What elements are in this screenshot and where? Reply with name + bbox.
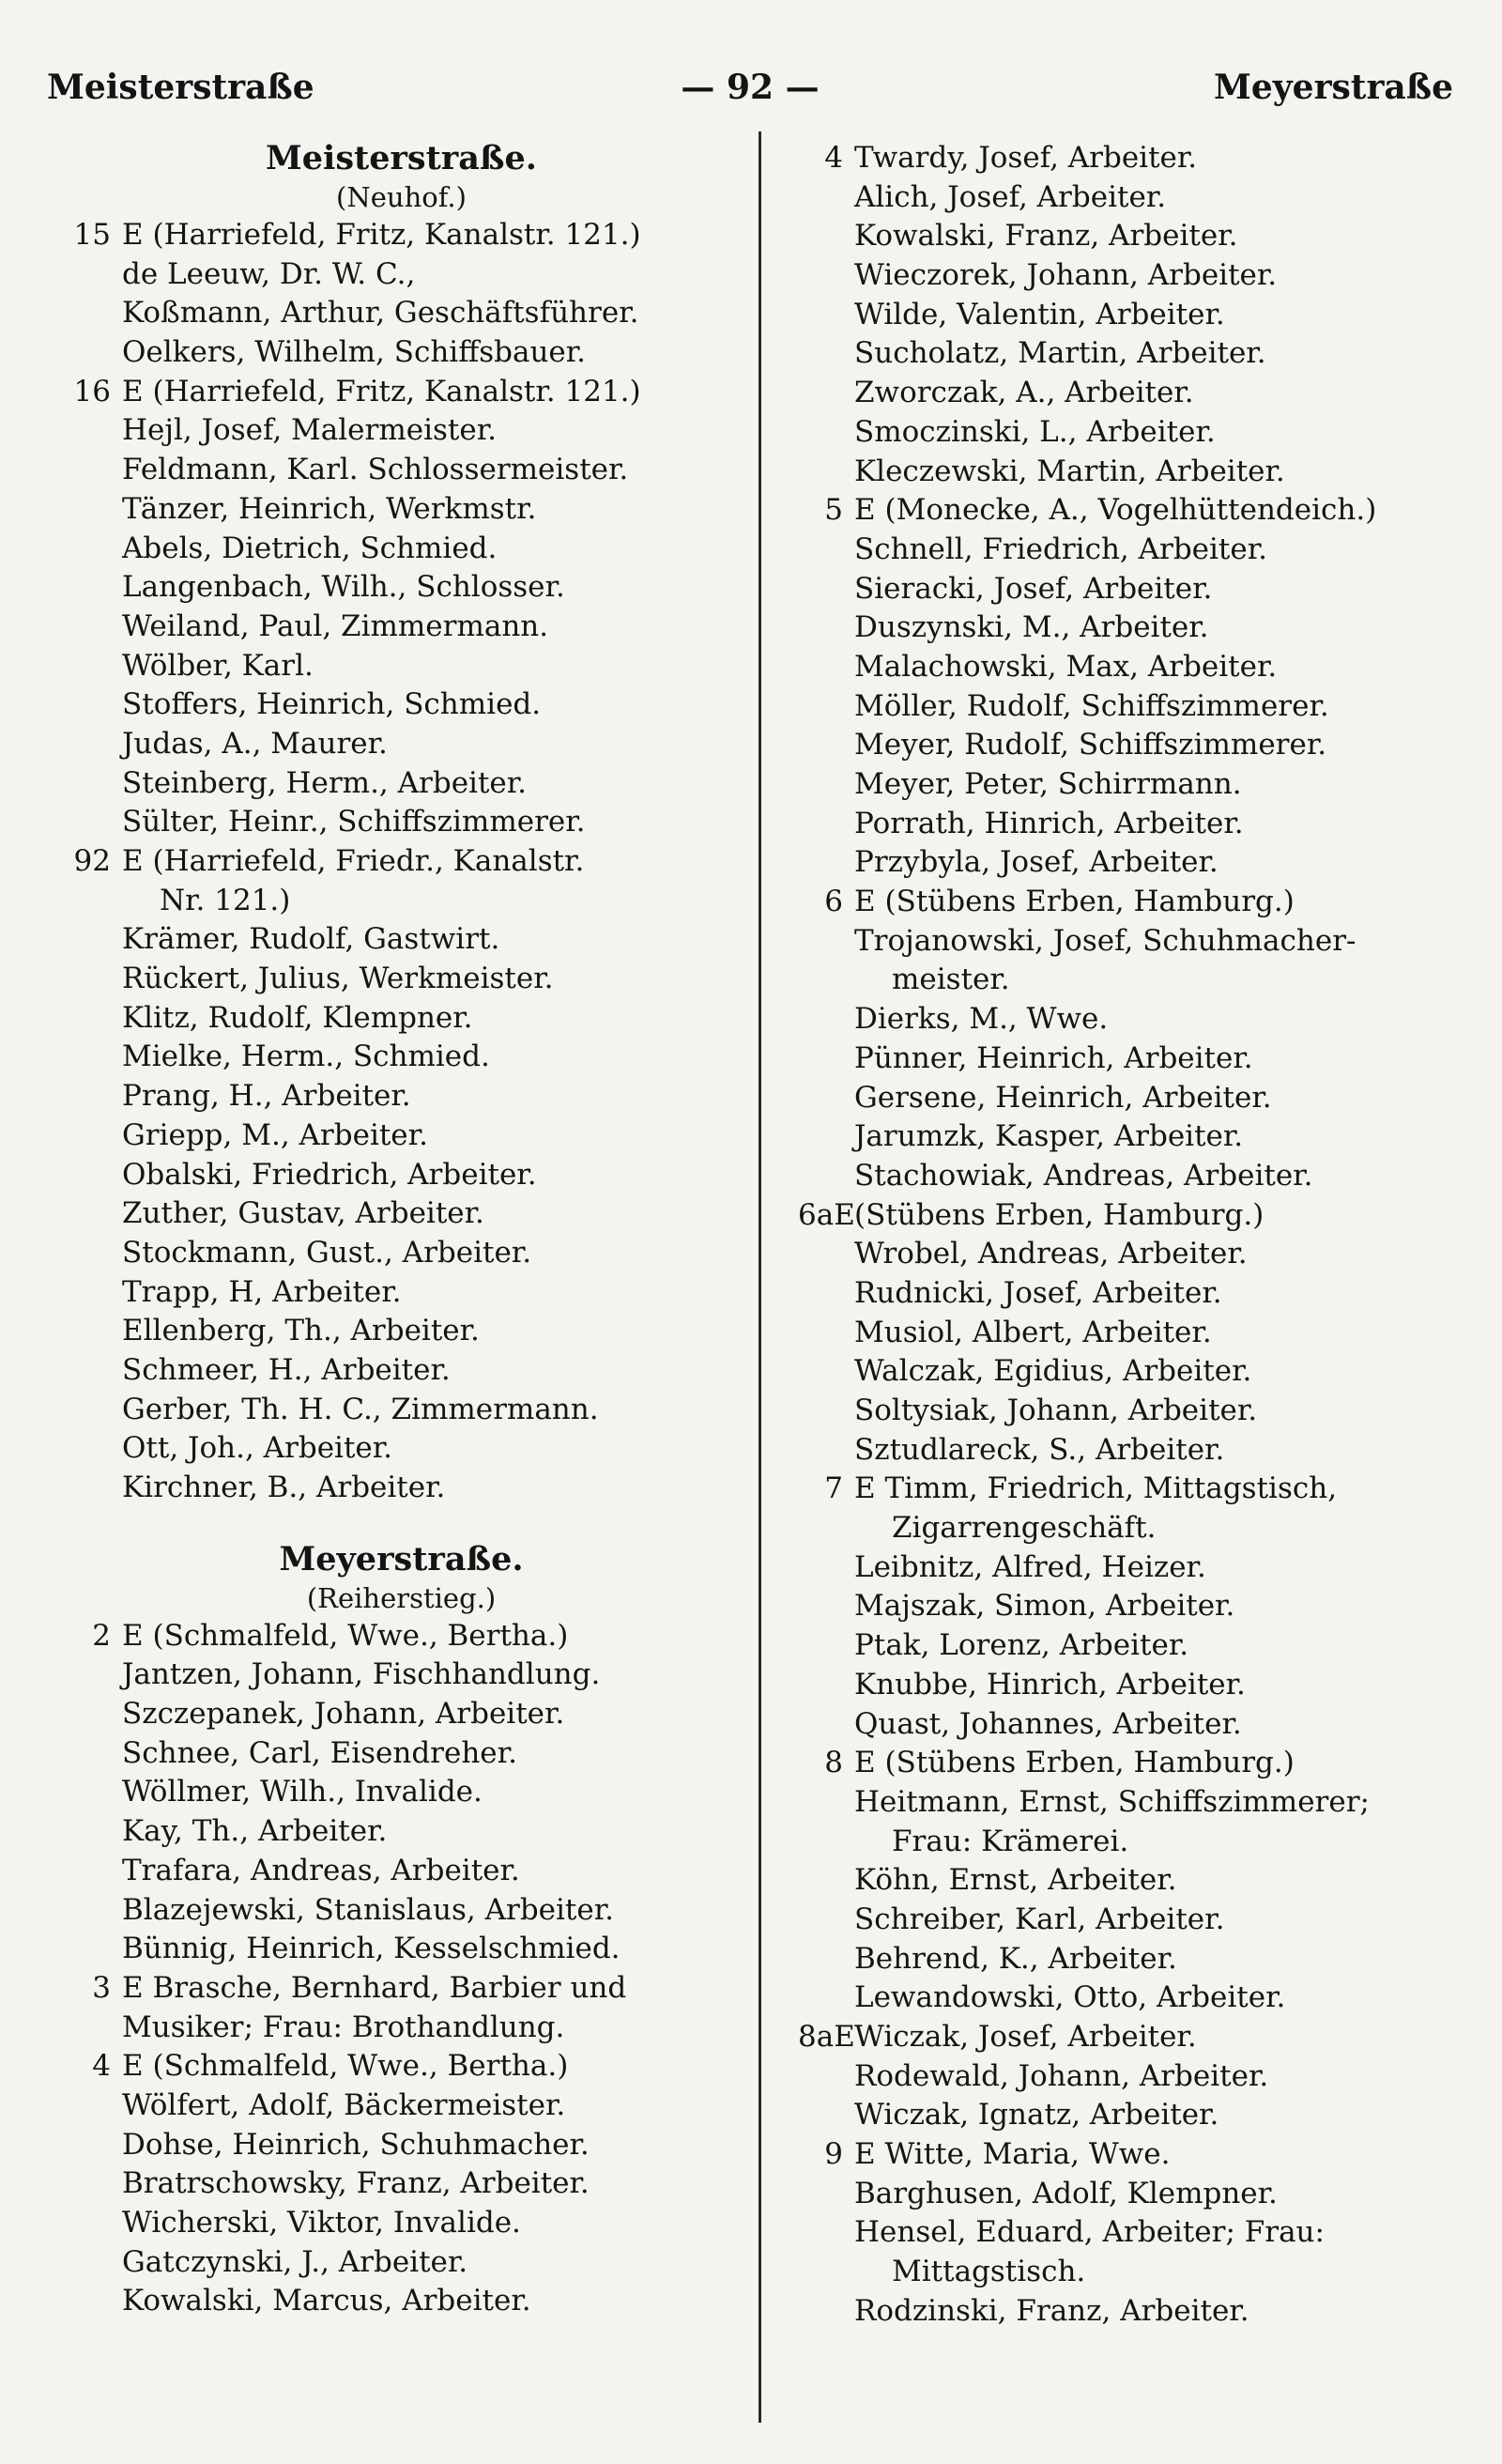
entry-line [798, 883, 1455, 922]
street-heading: Meisterstraße. [266, 139, 537, 177]
entry-text: Musiker; Frau: Brothandlung. [122, 2010, 565, 2044]
entry-line [798, 922, 1455, 962]
entry-text: Sucholatz, Martin, Arbeiter. [854, 336, 1266, 371]
entry-line [798, 1861, 1455, 1901]
house-number: 4 [824, 141, 843, 175]
entry-text: Ellenberg, Th., Arbeiter. [122, 1314, 480, 1348]
entry-line [798, 648, 1455, 687]
entry-text: Trapp, H, Arbeiter. [122, 1274, 402, 1309]
entry-line [798, 2018, 1455, 2057]
entry-text: Mielke, Herm., Schmied. [122, 1040, 490, 1074]
entry-line [798, 334, 1455, 374]
entry-text: Sieracki, Josef, Arbeiter. [854, 571, 1213, 606]
entry-text: Soltysiak, Johann, Arbeiter. [854, 1394, 1258, 1427]
entry-line [66, 2047, 737, 2087]
entry-text: E (Harriefeld, Fritz, Kanalstr. 121.) [122, 218, 641, 252]
house-number: 92 [73, 844, 111, 878]
entry-text: Wilde, Valentin, Arbeiter. [854, 297, 1225, 331]
entry-line [66, 1312, 737, 1351]
entry-line [798, 2135, 1455, 2175]
entry-text: E Witte, Maria, Wwe. [854, 2137, 1171, 2172]
entry-text: Dohse, Heinrich, Schuhmacher. [122, 2127, 590, 2162]
entry-text: Sülter, Heinr., Schiffszimmerer. [122, 805, 586, 839]
entry-text: Zigarrengeschäft. [892, 1511, 1157, 1546]
entry-line [66, 960, 737, 999]
house-number: 9 [824, 2137, 843, 2172]
entry-line [798, 1392, 1455, 1431]
entry-text: Schreiber, Karl, Arbeiter. [854, 1902, 1225, 1936]
entry-text: Hejl, Josef, Malermeister. [122, 413, 497, 448]
entry-line [798, 1705, 1455, 1745]
entry-text: Kowalski, Marcus, Arbeiter. [122, 2284, 531, 2318]
entry-line [798, 1157, 1455, 1196]
entry-line [66, 2126, 737, 2165]
entry-text: Zworczak, A., Arbeiter. [854, 376, 1194, 410]
entry-line [66, 1656, 737, 1695]
entry-line [66, 2204, 737, 2243]
entry-line [798, 1314, 1455, 1353]
entry-text: Judas, A., Maurer. [122, 726, 388, 761]
entry-line [66, 411, 737, 451]
house-number: 15 [73, 218, 111, 252]
entry-line [798, 1940, 1455, 1979]
entry-line [798, 1117, 1455, 1157]
entry-text: Musiol, Albert, Arbeiter. [854, 1315, 1212, 1349]
entry-text: Zuther, Gustav, Arbeiter. [122, 1196, 484, 1231]
entry-text: Pünner, Heinrich, Arbeiter. [854, 1040, 1253, 1075]
house-number: 6 [824, 885, 843, 919]
entry-line [66, 1773, 737, 1812]
house-number: 6aE [798, 1197, 855, 1232]
entry-text: Dierks, M., Wwe. [854, 1002, 1109, 1037]
district-label: (Reiherstieg.) [306, 1581, 497, 1614]
page-header [47, 68, 1453, 115]
entry-text: Schnell, Friedrich, Arbeiter. [854, 531, 1267, 566]
entry-text: Gatczynski, J., Arbeiter. [122, 2244, 468, 2279]
entry-line [66, 1852, 737, 1891]
entry-line [66, 842, 737, 882]
entry-text: Wieczorek, Johann, Arbeiter. [854, 258, 1278, 293]
entry-text: Barghusen, Adolf, Klempner. [854, 2176, 1278, 2210]
entry-line [798, 453, 1455, 492]
house-number: 16 [73, 374, 111, 408]
entry-text: Mittagstisch. [892, 2255, 1086, 2289]
entry-line [66, 1469, 737, 1508]
entry-text: Quast, Johannes, Arbeiter. [854, 1706, 1242, 1741]
entry-line [798, 1235, 1455, 1274]
entry-line [798, 1196, 1455, 1236]
house-number: 5 [824, 493, 843, 528]
entry-text: Wiczak, Ignatz, Arbeiter. [854, 2098, 1219, 2133]
entry-line [798, 178, 1455, 218]
entry-line [798, 217, 1455, 256]
entry-text: Wölfert, Adolf, Bäckermeister. [122, 2087, 566, 2122]
page-number: — 92 — [681, 68, 820, 107]
entry-text: Hensel, Eduard, Arbeiter; Frau: [854, 2215, 1325, 2250]
entry-line [66, 725, 737, 764]
entry-text: Wrobel, Andreas, Arbeiter. [854, 1237, 1248, 1271]
entry-line [66, 685, 737, 725]
entry-text: Rudnicki, Josef, Arbeiter. [854, 1275, 1222, 1310]
entry-text: Frau: Krämerei. [892, 1824, 1129, 1858]
entry-text: Duszynski, M., Arbeiter. [854, 610, 1209, 645]
entry-line [798, 1587, 1455, 1626]
entry-line [798, 805, 1455, 844]
entry-text: E (Schmalfeld, Wwe., Bertha.) [122, 2049, 569, 2084]
house-number: 8 [824, 1746, 843, 1780]
entry-text: Stoffers, Heinrich, Schmied. [122, 687, 542, 722]
entry-text: E (Schmalfeld, Wwe., Bertha.) [122, 1618, 569, 1653]
entry-text: E (Harriefeld, Friedr., Kanalstr. [122, 844, 585, 878]
entry-line [66, 1734, 737, 1774]
entry-line [798, 2057, 1455, 2097]
entry-text: Malachowski, Max, Arbeiter. [854, 649, 1278, 684]
entry-line [798, 374, 1455, 413]
entry-text: Ptak, Lorenz, Arbeiter. [854, 1628, 1189, 1663]
entry-text: Kleczewski, Martin, Arbeiter. [854, 454, 1285, 488]
entry-line [798, 1666, 1455, 1705]
entry-line [798, 2213, 1455, 2253]
entry-line [66, 1812, 737, 1852]
entry-line [66, 647, 737, 686]
house-number: 2 [92, 1618, 111, 1653]
entry-line [798, 2253, 1455, 2292]
entry-text: Krämer, Rudolf, Gastwirt. [122, 922, 500, 957]
entry-line [66, 1116, 737, 1156]
entry-line [798, 687, 1455, 727]
entry-text: Rodzinski, Franz, Arbeiter. [854, 2293, 1249, 2328]
entry-line [798, 531, 1455, 570]
entry-line [798, 1352, 1455, 1392]
entry-text: Rückert, Julius, Werkmeister. [122, 962, 554, 996]
header-right: Meyerstraße [1214, 68, 1453, 107]
entry-line [798, 570, 1455, 609]
entry-line [798, 1744, 1455, 1783]
entry-line [66, 1891, 737, 1931]
entry-line [798, 1979, 1455, 2018]
entry-text: Kay, Th., Arbeiter. [122, 1814, 388, 1849]
entry-text: Majszak, Simon, Arbeiter. [854, 1589, 1235, 1624]
entry-line [66, 490, 737, 530]
entry-line [66, 2243, 737, 2283]
entry-line [798, 843, 1455, 883]
entry-text: Meyer, Peter, Schirrmann. [854, 767, 1242, 801]
entry-text: Trojanowski, Josef, Schuhmacher- [854, 923, 1356, 958]
entry-text: Kirchner, B., Arbeiter. [122, 1471, 446, 1504]
entry-line [66, 1617, 737, 1656]
entry-line [66, 608, 737, 647]
entry-text: Stachowiak, Andreas, Arbeiter. [854, 1158, 1313, 1193]
entry-text: Sztudlareck, S., Arbeiter. [854, 1432, 1225, 1467]
entry-line [66, 1695, 737, 1734]
entry-line [66, 216, 737, 255]
entry-text: E (Stübens Erben, Hamburg.) [854, 885, 1295, 919]
entry-line [798, 1470, 1455, 1509]
entry-line [66, 373, 737, 412]
entry-line [66, 882, 737, 921]
entry-text: Bünnig, Heinrich, Kesselschmied. [122, 1932, 621, 1966]
entry-text: Trafara, Andreas, Arbeiter. [122, 1853, 520, 1887]
entry-line [798, 1823, 1455, 1862]
entry-text: Blazejewski, Stanislaus, Arbeiter. [122, 1892, 614, 1927]
entry-text: Weiland, Paul, Zimmermann. [122, 608, 549, 643]
entry-line [798, 765, 1455, 805]
entry-line [66, 920, 737, 960]
entry-text: E (Harriefeld, Fritz, Kanalstr. 121.) [122, 374, 641, 408]
entry-line [798, 491, 1455, 531]
entry-text: E Timm, Friedrich, Mittagstisch, [854, 1471, 1338, 1506]
entry-line [66, 2282, 737, 2321]
entry-text: meister. [892, 962, 1010, 997]
entry-text: Stockmann, Gust., Arbeiter. [122, 1235, 532, 1270]
entry-line [798, 1901, 1455, 1940]
section-spacer [66, 1508, 737, 1540]
entry-text: Klitz, Rudolf, Klempner. [122, 1000, 473, 1035]
entry-line [66, 1194, 737, 1234]
entry-line [66, 1930, 737, 1969]
district-label: (Neuhof.) [336, 181, 467, 213]
entry-line [798, 1783, 1455, 1823]
entry-line [798, 1509, 1455, 1548]
entry-text: Schmeer, H., Arbeiter. [122, 1352, 451, 1387]
entry-text: Alich, Josef, Arbeiter. [854, 179, 1167, 214]
entry-line [66, 2087, 737, 2126]
entry-text: Walczak, Egidius, Arbeiter. [854, 1354, 1252, 1389]
entry-line [798, 2175, 1455, 2214]
entry-line [66, 1234, 737, 1273]
entry-line [66, 333, 737, 373]
entry-text: Tänzer, Heinrich, Werkmstr. [122, 491, 537, 526]
entry-line [66, 1038, 737, 1077]
entry-text: E (Stübens Erben, Hamburg.) [854, 1746, 1295, 1780]
entry-text: Behrend, K., Arbeiter. [854, 1941, 1177, 1976]
entry-line [66, 255, 737, 295]
entry-text: Wölber, Karl. [122, 648, 314, 683]
entry-line [66, 2009, 737, 2048]
entry-line [798, 1431, 1455, 1471]
entry-text: Kowalski, Franz, Arbeiter. [854, 219, 1238, 254]
entry-line [66, 1156, 737, 1195]
column-divider [759, 131, 761, 2423]
entry-line [798, 2096, 1455, 2135]
entry-text: de Leeuw, Dr. W. C., [122, 256, 416, 291]
entry-line [66, 1351, 737, 1391]
entry-text: Meyer, Rudolf, Schiffszimmerer. [854, 728, 1327, 762]
entry-text: Wöllmer, Wilh., Invalide. [122, 1775, 483, 1810]
entry-text: Rodewald, Johann, Arbeiter. [854, 2058, 1269, 2093]
entry-text: Lewandowski, Otto, Arbeiter. [854, 1980, 1286, 2015]
entry-text: Möller, Rudolf, Schiffszimmerer. [854, 688, 1329, 723]
entry-text: Smoczinski, L., Arbeiter. [854, 414, 1216, 449]
entry-text: Feldmann, Karl. Schlossermeister. [122, 453, 629, 487]
entry-line [66, 1429, 737, 1469]
entry-text: Gersene, Heinrich, Arbeiter. [854, 1080, 1272, 1115]
entry-text: Koßmann, Arthur, Geschäftsführer. [122, 296, 639, 331]
entry-text: (Stübens Erben, Hamburg.) [854, 1197, 1264, 1232]
entry-line [66, 2164, 737, 2204]
entry-line [798, 961, 1455, 1000]
entry-line [798, 608, 1455, 648]
entry-text: Heitmann, Ernst, Schiffszimmerer; [854, 1784, 1370, 1819]
house-number: 4 [92, 2049, 111, 2084]
entry-text: Langenbach, Wilh., Schlosser. [122, 570, 565, 605]
entry-text: Knubbe, Hinrich, Arbeiter. [854, 1667, 1246, 1702]
entry-line [66, 803, 737, 842]
entry-line [66, 1077, 737, 1116]
entry-text: Ott, Joh., Arbeiter. [122, 1431, 393, 1466]
entry-line [798, 1040, 1455, 1079]
entry-line [66, 568, 737, 608]
left-column [66, 139, 737, 2321]
entry-text: Szczepanek, Johann, Arbeiter. [122, 1697, 565, 1732]
entry-line [66, 1969, 737, 2009]
entry-text: Oelkers, Wilhelm, Schiffsbauer. [122, 335, 587, 370]
entry-text: Przybyla, Josef, Arbeiter. [854, 845, 1218, 880]
entry-line [66, 764, 737, 804]
house-number: 8aE [798, 2020, 855, 2054]
header-left: Meisterstraße [47, 68, 314, 107]
entry-text: Jarumzk, Kasper, Arbeiter. [854, 1119, 1244, 1154]
entry-line [798, 296, 1455, 335]
entry-line [798, 1274, 1455, 1314]
entry-text: E (Monecke, A., Vogelhüttendeich.) [854, 493, 1377, 528]
entry-line [798, 413, 1455, 453]
entry-line [798, 726, 1455, 765]
entry-line [798, 1000, 1455, 1040]
entry-text: Schnee, Carl, Eisendreher. [122, 1735, 517, 1770]
entry-line [66, 1273, 737, 1313]
entry-line [66, 999, 737, 1039]
entry-line [798, 1079, 1455, 1118]
entry-text: Abels, Dietrich, Schmied. [122, 531, 498, 565]
entry-line [798, 256, 1455, 296]
entry-line [798, 139, 1455, 178]
entry-line [66, 1391, 737, 1430]
entry-text: Jantzen, Johann, Fischhandlung. [122, 1657, 601, 1692]
entry-text: Wicherski, Viktor, Invalide. [122, 2206, 521, 2240]
entry-text: Twardy, Josef, Arbeiter. [854, 141, 1198, 175]
entry-text: Nr. 121.) [160, 883, 291, 917]
entry-text: Griepp, M., Arbeiter. [122, 1117, 428, 1152]
street-heading: Meyerstraße. [279, 1539, 524, 1578]
entry-text: Leibnitz, Alfred, Heizer. [854, 1549, 1206, 1584]
entry-line [66, 294, 737, 333]
entry-line [798, 1548, 1455, 1588]
house-number: 7 [824, 1471, 843, 1506]
entry-text: Prang, H., Arbeiter. [122, 1079, 411, 1114]
right-column [798, 139, 1455, 2332]
entry-line [66, 530, 737, 569]
entry-text: Gerber, Th. H. C., Zimmermann. [122, 1392, 599, 1426]
entry-text: Steinberg, Herm., Arbeiter. [122, 765, 528, 800]
entry-text: Wiczak, Josef, Arbeiter. [854, 2020, 1197, 2054]
entry-text: Köhn, Ernst, Arbeiter. [854, 1863, 1177, 1898]
house-number: 3 [92, 1970, 111, 2005]
entry-text: Obalski, Friedrich, Arbeiter. [122, 1157, 537, 1192]
entry-line [798, 2292, 1455, 2332]
entry-text: E Brasche, Bernhard, Barbier und [122, 1970, 627, 2005]
entry-line [66, 451, 737, 490]
entry-text: Porrath, Hinrich, Arbeiter. [854, 806, 1244, 840]
entry-text: Bratrschowsky, Franz, Arbeiter. [122, 2166, 590, 2201]
entry-line [798, 1626, 1455, 1666]
